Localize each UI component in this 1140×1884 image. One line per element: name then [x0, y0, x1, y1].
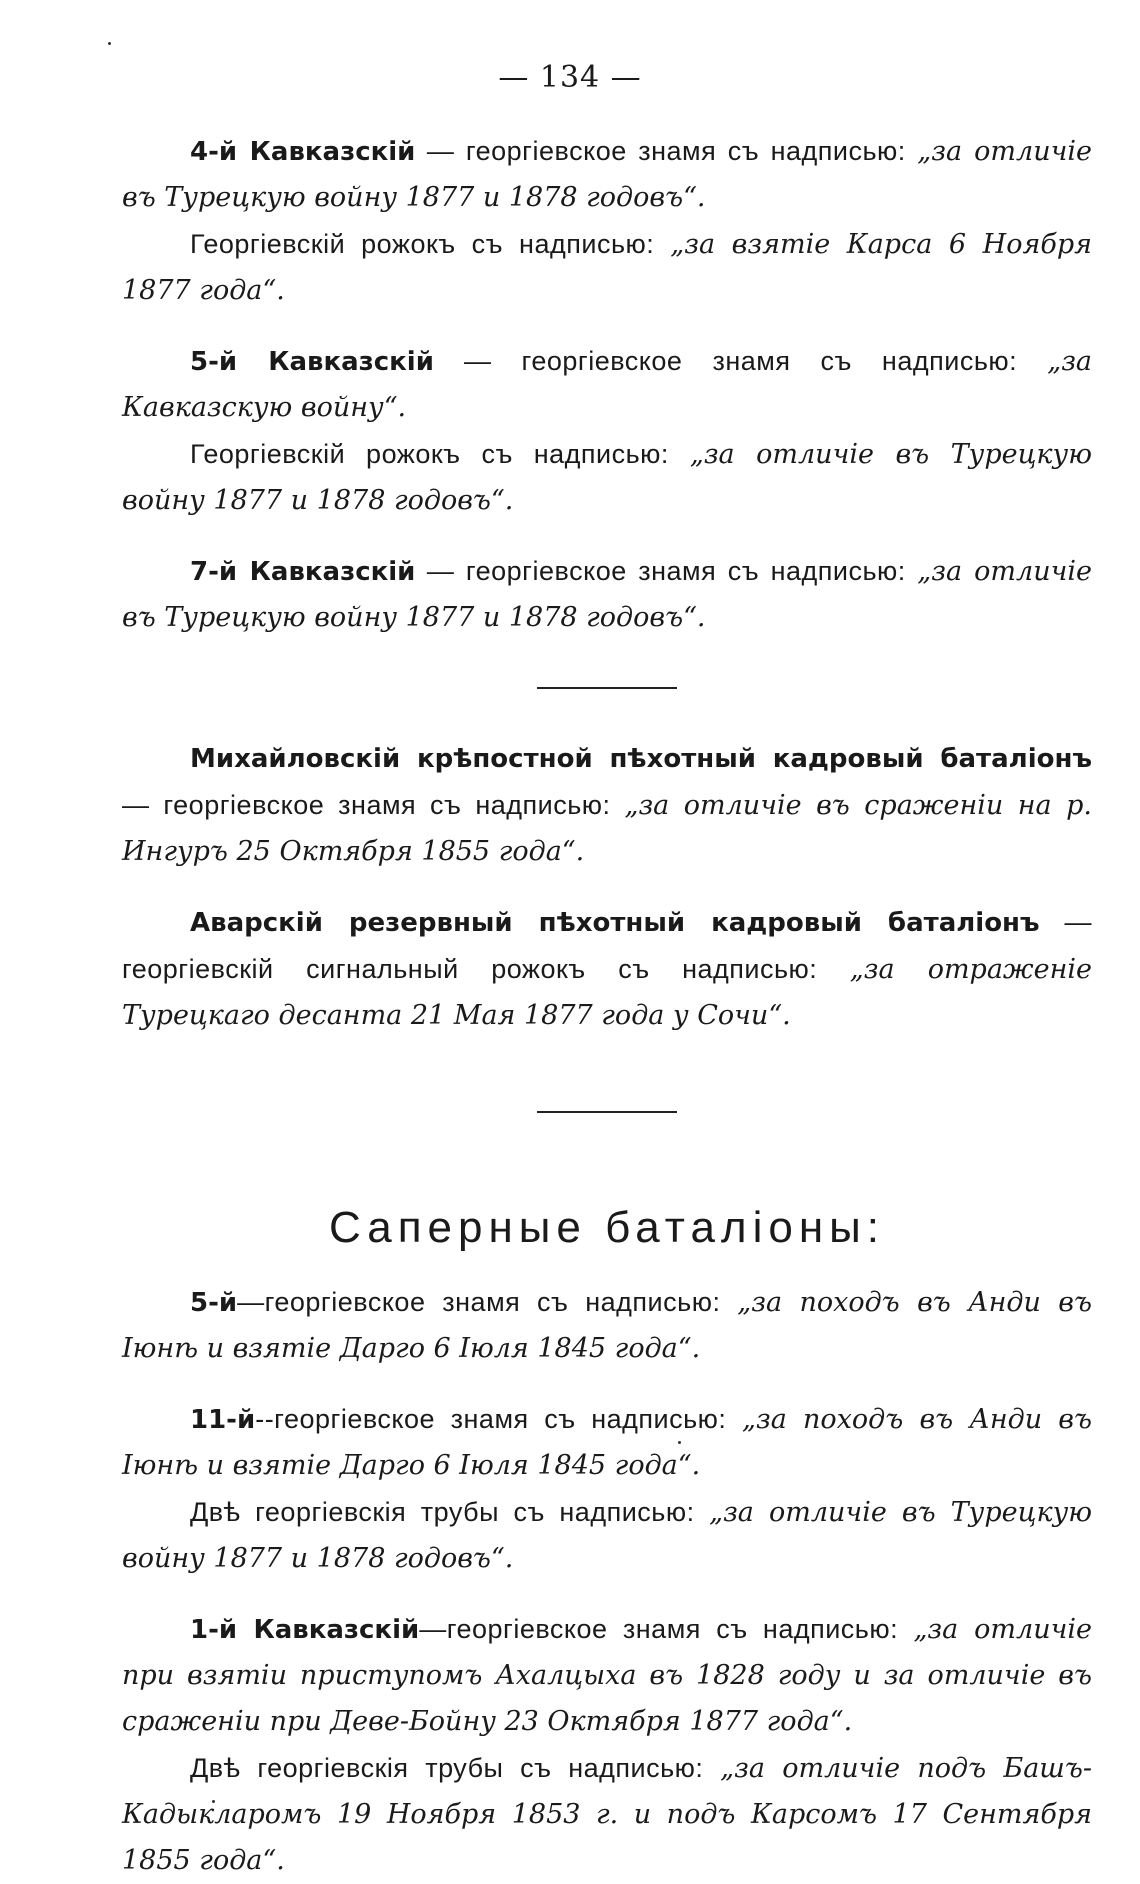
unit-name: 1-й Кавказскій	[190, 1615, 420, 1645]
award-description: — георгіевское знамя съ надписью:	[433, 346, 1048, 376]
unit-name: 11-й	[190, 1405, 256, 1435]
paragraph-mikhail-banner	[122, 735, 1092, 875]
award-description: Георгіевскій рожокъ съ надписью:	[190, 229, 671, 259]
unit-name: 5-й Кавказскій	[190, 347, 434, 377]
award-description: Двѣ георгіевскія трубы съ надписью:	[190, 1497, 710, 1527]
award-description: Георгіевскій рожокъ съ надписью:	[190, 439, 690, 469]
paragraph-sap11-banner	[122, 1396, 1092, 1489]
paragraph-avar-horn	[122, 899, 1092, 1039]
award-description: — георгіевское знамя съ надписью:	[122, 790, 625, 820]
paragraph-sap5-banner	[122, 1279, 1092, 1372]
inscription-quote: „за отличіе подъ Башъ-Кадыкларомъ 19 Ноября 1853 г. и подъ Карсомъ 17 Сентября 1855 года“.	[122, 1753, 1092, 1876]
award-description: —георгіевское знамя съ надписью:	[419, 1614, 914, 1644]
award-description: — георгіевское знамя съ надписью:	[415, 556, 918, 586]
section-heading: Саперные баталіоны:	[328, 1203, 886, 1252]
inscription-quote: „за отличіе въ сраженіи на р. Ингуръ 25 Октября 1855 года“.	[122, 790, 1092, 867]
inscription-quote: „за отраженіе Турецкаго десанта 21 Мая 1877 года у Сочи“.	[122, 954, 1093, 1031]
document-body	[122, 128, 1092, 1884]
paragraph-cauc4-horn	[122, 221, 1092, 314]
inscription-quote: „за отличіе въ Турецкую войну 1877 и 1878 годовъ“.	[122, 136, 1092, 213]
unit-name: 5-й	[190, 1288, 238, 1318]
inscription-quote: „за походъ въ Анди въ Іюнѣ и взятіе Дарго 6 Іюля 1845 года“.	[122, 1287, 1092, 1364]
section-divider	[537, 1111, 677, 1113]
paragraph-cauc5-horn	[122, 431, 1092, 524]
inscription-quote: „за взятіе Карса 6 Ноября 1877 года“.	[122, 229, 1092, 306]
paragraph-cauc5-banner	[122, 338, 1092, 431]
unit-name: 7-й Кавказскій	[190, 557, 416, 587]
paragraph-cauc7-banner	[122, 548, 1092, 641]
award-description: — георгіевское знамя съ надписью:	[415, 136, 918, 166]
inscription-quote: „за отличіе при взятіи приступомъ Ахалцыха въ 1828 году и за отличіе въ сраженіи при Деве-Бойну 23 Октября 1877 года“.	[122, 1614, 1092, 1737]
paragraph-sap11-trumpets	[122, 1489, 1092, 1582]
unit-name: Аварскій резервный пѣхотный кадровый баталіонъ	[190, 908, 1040, 938]
inscription-quote: „за отличіе въ Турецкую войну 1877 и 1878 годовъ“.	[122, 439, 1092, 516]
paragraph-cauc4-banner	[122, 128, 1092, 221]
paragraph-sapc1-trumpets	[122, 1745, 1092, 1884]
inscription-quote: „за Кавказскую войну“.	[122, 346, 1093, 423]
section-divider	[537, 687, 677, 689]
award-description: — георгіевскій сигнальный рожокъ съ надписью:	[122, 907, 1092, 984]
paragraph-sapc1-banner	[122, 1606, 1092, 1745]
unit-name: 4-й Кавказскій	[190, 137, 416, 167]
award-description: —георгіевское знамя съ надписью:	[237, 1287, 738, 1317]
inscription-quote: „за отличіе въ Турецкую войну 1877 и 1878 годовъ“.	[122, 556, 1092, 633]
unit-name: Михайловскій крѣпостной пѣхотный кадровый баталіонъ	[190, 744, 1092, 774]
inscription-quote: „за походъ въ Анди въ Іюнѣ и взятіе Дарго 6 Іюля 1845 года“.	[122, 1404, 1092, 1481]
inscription-quote: „за отличіе въ Турецкую войну 1877 и 1878 годовъ“.	[122, 1497, 1092, 1574]
print-speck	[108, 42, 111, 45]
award-description: --георгіевское знамя съ надписью:	[255, 1404, 743, 1434]
page-number: — 134 —	[498, 60, 642, 95]
award-description: Двѣ георгіевскія трубы съ надписью:	[190, 1753, 721, 1783]
